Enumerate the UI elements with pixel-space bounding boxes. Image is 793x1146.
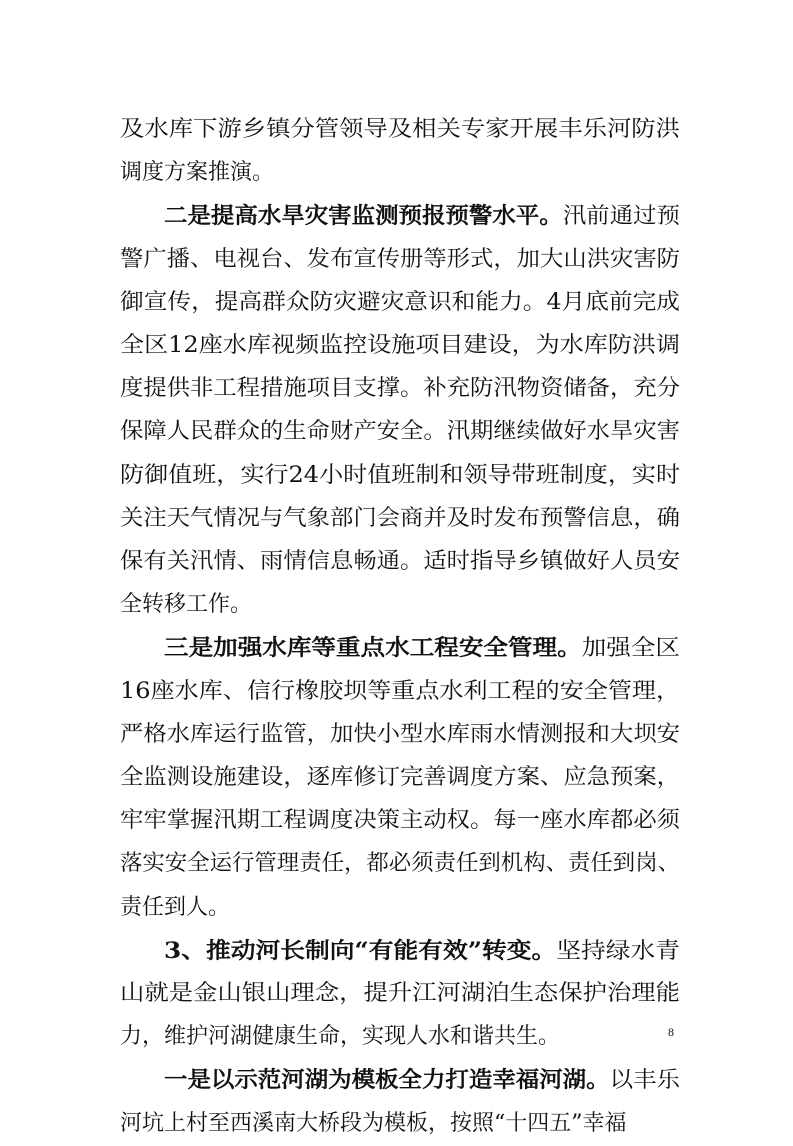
- line-text: [120, 410, 680, 454]
- text-line: [0, 151, 793, 195]
- text-line: [0, 108, 793, 152]
- text-line: [0, 194, 793, 238]
- line-text: [120, 367, 680, 411]
- body-text-segment: 严格水库运行监管，加快小型水库雨水情测报和大坝安: [120, 721, 681, 747]
- body-text-segment: 全区12座水库视频监控设施项目建设，为水库防洪调: [120, 333, 681, 358]
- text-line: [0, 454, 793, 498]
- line-text: [120, 842, 680, 886]
- line-text: [120, 238, 680, 282]
- line-text: [120, 972, 680, 1016]
- text-line: [0, 410, 793, 454]
- body-text-segment: 御宣传，提高群众防灾避灾意识和能力。4月底前完成: [120, 289, 680, 315]
- body-text-segment: 关注天气情况与气象部门会商并及时发布预警信息，确: [120, 505, 681, 531]
- body-text-segment: 防御值班，实行24小时值班制和领导带班制度，实时: [120, 462, 681, 488]
- body-text-segment: 汛前通过预: [562, 204, 680, 230]
- page-number: 8: [668, 1025, 674, 1039]
- text-line: [0, 972, 793, 1016]
- line-text: [120, 454, 680, 498]
- line-text: [120, 799, 680, 843]
- body-text-segment: 全转移工作。: [120, 592, 253, 618]
- body-text-segment: 保障人民群众的生命财产安全。汛期继续做好水旱灾害: [120, 419, 681, 445]
- line-text: [120, 670, 680, 714]
- text-line: [0, 713, 793, 757]
- bold-lead-text: 一是以示范河湖为模板全力打造幸福河湖。: [164, 1067, 610, 1094]
- body-text-segment: 坚持绿水青: [556, 938, 681, 964]
- line-text: [120, 583, 252, 627]
- line-text: [120, 108, 680, 152]
- text-line: [0, 1058, 793, 1102]
- bold-lead-text: 二是提高水旱灾害监测预报预警水平。: [164, 203, 563, 230]
- line-text: [120, 324, 680, 368]
- text-line: [0, 324, 793, 368]
- text-line: [0, 670, 793, 714]
- body-text-segment: 加强全区: [581, 636, 680, 662]
- text-line: [0, 886, 793, 930]
- line-text: [120, 1015, 560, 1059]
- text-line: [0, 497, 793, 541]
- body-text-segment: 责任到人。: [120, 894, 231, 920]
- bold-lead-text: 三是加强水库等重点水工程安全管理。: [164, 635, 582, 662]
- line-text: [120, 497, 680, 541]
- text-line: [0, 842, 793, 886]
- text-line: [0, 1102, 793, 1146]
- body-text-segment: 落实安全运行管理责任，都必须责任到机构、责任到岗、: [120, 851, 681, 877]
- body-text-segment: 力，维护河湖健康生命，实现人水和谐共生。: [120, 1024, 561, 1050]
- text-line: [0, 583, 793, 627]
- text-line: [0, 1015, 793, 1059]
- text-line: [0, 367, 793, 411]
- body-text-segment: 调度方案推演。: [120, 160, 275, 186]
- body-text-segment: 牢牢掌握汛期工程调度决策主动权。每一座水库都必须: [120, 808, 681, 834]
- text-line: [0, 540, 793, 584]
- line-text: [120, 1102, 627, 1146]
- bold-lead-text: 3、推动河长制向“有能有效”转变。: [164, 937, 557, 964]
- line-text: [164, 1058, 680, 1103]
- text-line: [0, 756, 793, 800]
- text-line: [0, 238, 793, 282]
- line-text: [120, 756, 680, 800]
- body-text-segment: 警广播、电视台、发布宣传册等形式，加大山洪灾害防: [120, 246, 681, 272]
- text-line: [0, 929, 793, 973]
- text-line: [0, 281, 793, 325]
- line-text: [164, 626, 680, 671]
- body-text-segment: 及水库下游乡镇分管领导及相关专家开展丰乐河防洪: [120, 117, 681, 142]
- body-text-segment: 山就是金山银山理念，提升江河湖泊生态保护治理能: [120, 981, 681, 1006]
- body-text-segment: 度提供非工程措施项目支撑。补充防汛物资储备，充分: [120, 376, 681, 402]
- line-text: [120, 151, 274, 195]
- line-text: [120, 540, 680, 584]
- body-text-segment: 全监测设施建设，逐库修订完善调度方案、应急预案，: [120, 765, 681, 790]
- body-text-segment: 16座水库、信行橡胶坝等重点水利工程的安全管理，: [120, 678, 681, 704]
- line-text: [164, 929, 680, 974]
- body-text-segment: 保有关汛情、雨情信息畅通。适时指导乡镇做好人员安: [120, 549, 681, 574]
- line-text: [120, 886, 230, 930]
- line-text: [164, 194, 680, 239]
- body-text-segment: 以丰乐: [609, 1068, 680, 1094]
- text-line: [0, 626, 793, 670]
- text-line: [0, 799, 793, 843]
- line-text: [120, 281, 680, 325]
- body-text-segment: 河坑上村至西溪南大桥段为模板，按照“十四五”幸福: [120, 1110, 627, 1136]
- line-text: [120, 713, 680, 757]
